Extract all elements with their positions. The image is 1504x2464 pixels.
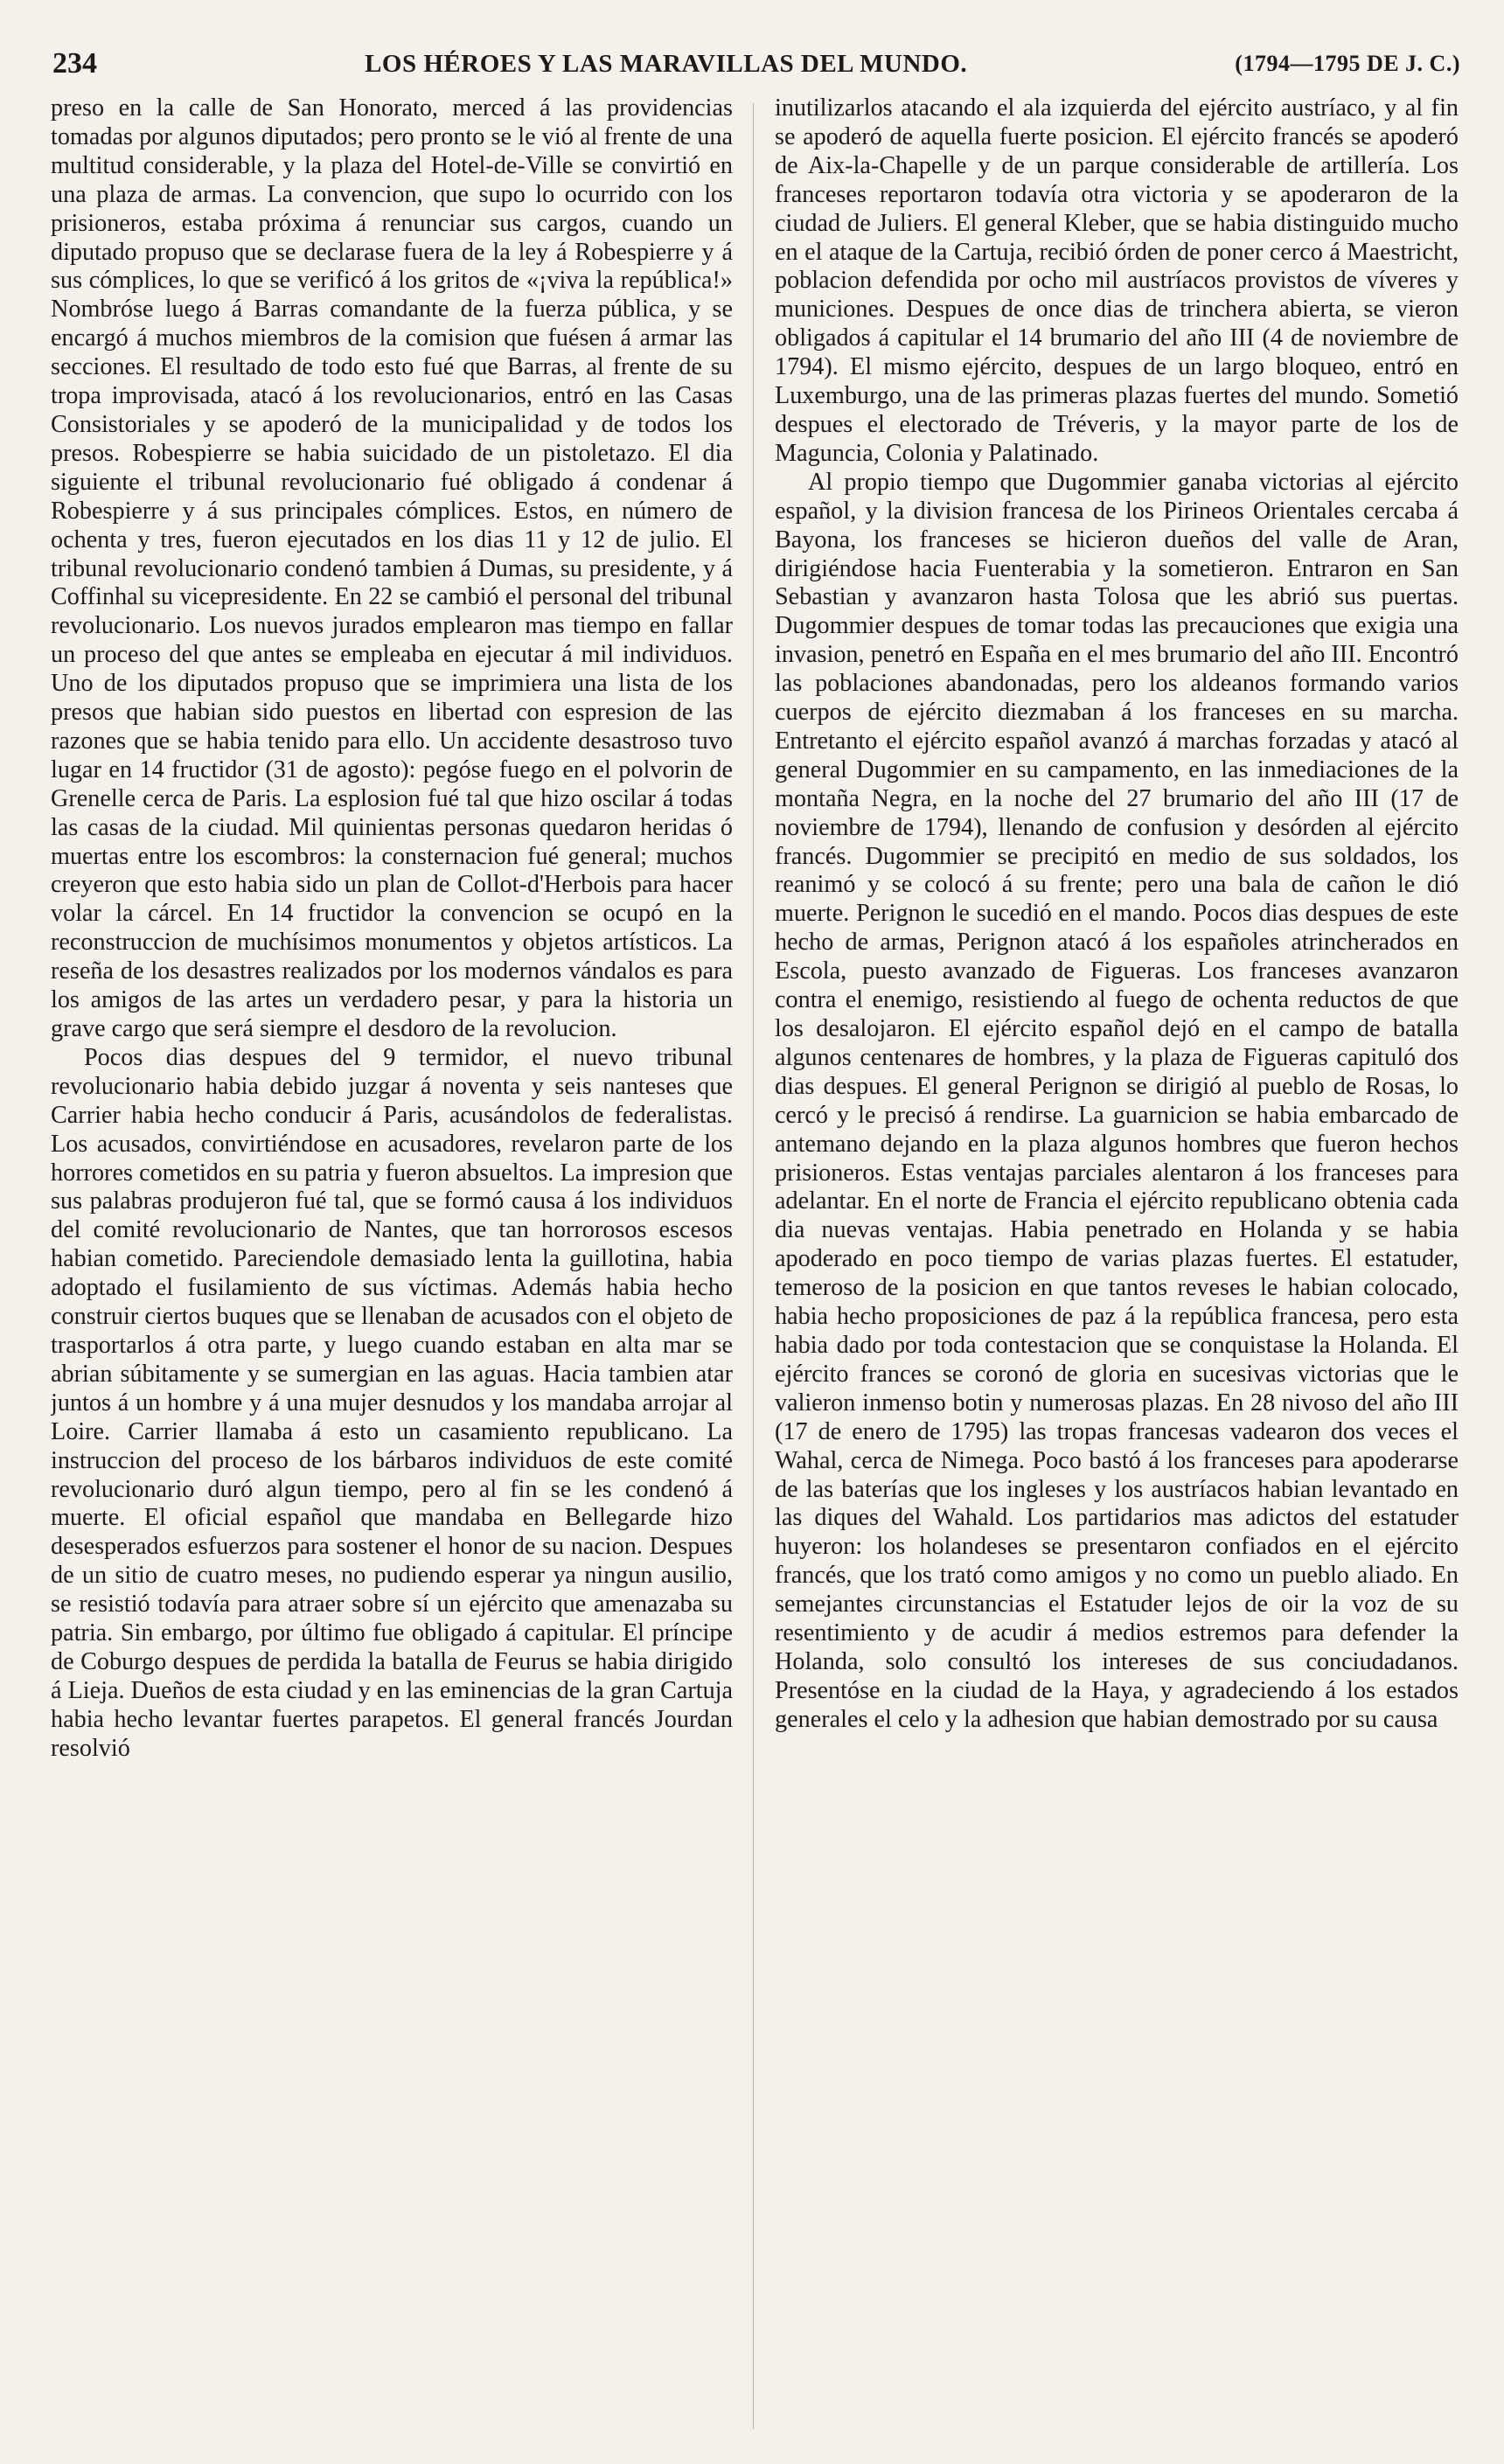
right-column <box>775 94 1459 2455</box>
column-divider <box>753 103 754 2429</box>
paragraph: inutilizarlos atacando el ala izquierda del ejército austríaco, y al fin se apoderó de aquella fuerte posicion. El ejército francés se apoderó de Aix-la-Chapelle y de un parque considerable de artillería. Los franceses reportaron todavía otra victoria y se apoderaron de la ciudad de Juliers. El general Kleber, que se habia distinguido mucho en el ataque de la Cartuja, recibió órden de poner cerco á Maestricht, poblacion defendida por ocho mil austríacos provistos de víveres y municiones. Despues de once dias de trinchera abierta, se vieron obligados á capitular el 14 brumario del año III (4 de noviembre de 1794). El mismo ejército, despues de un largo bloqueo, entró en Luxemburgo, una de las primeras plazas fuertes del mundo. Sometió despues el electorado de Tréveris, y la mayor parte de los de Maguncia, Colonia y Palatinado. <box>775 94 1459 467</box>
paragraph: Al propio tiempo que Dugommier ganaba victorias al ejército español, y la division francesa de los Pirineos Orientales cercaba á Bayona, los franceses se hicieron dueños del valle de Aran, dirigiéndose hacia Fuenterabia y la sometieron. Entraron en San Sebastian y avanzaron hasta Tolosa que les abrió sus puertas. Dugommier despues de tomar todas las precauciones que exigia una invasion, penetró en España en el mes brumario del año III. Encontró las poblaciones abandonadas, pero los aldeanos formando varios cuerpos de ejército diezmaban á los franceses en su marcha. Entretanto el ejército español avanzó á marchas forzadas y atacó al general Dugommier en su campamento, en las inmediaciones de la montaña Negra, en la noche del 27 brumario del año III (17 de noviembre de 1794), llenando de confusion y desórden al ejército francés. Dugommier se precipitó en medio de sus soldados, los reanimó y se colocó á su frente; pero una bala de cañon le dió muerte. Perignon le sucedió en el mando. Pocos dias despues de este hecho de armas, Perignon atacó á los españoles atrincherados en Escola, puesto avanzado de Figueras. Los franceses avanzaron contra el enemigo, resistiendo al fuego de ochenta reductos de que los desalojaron. El ejército español dejó en el campo de batalla algunos centenares de hombres, y la plaza de Figueras capituló dos dias despues. El general Perignon se dirigió al pueblo de Rosas, lo cercó y le precisó á rendirse. La guarnicion se habia embarcado de antemano dejando en la plaza algunos hombres que fueron hechos prisioneros. Estas ventajas parciales alentaron á los franceses para adelantar. En el norte de Francia el ejército republicano obtenia cada dia nuevas ventajas. Habia penetrado en Holanda y se habia apoderado en poco tiempo de varias plazas fuertes. El estatuder, temeroso de la posicion en que tantos reveses le habian colocado, habia hecho proposiciones de paz á la república francesa, pero esta habia dado por toda contestacion que se conquistase la Holanda. El ejército frances se coronó de gloria en sucesivas victorias que le valieron inmenso botin y numerosas plazas. En 28 nivoso del año III (17 de enero de 1795) las tropas francesas vadearon dos veces el Wahal, cerca de Nimega. Poco bastó á los franceses para apoderarse de las baterías que los ingleses y los austríacos habian levantado en las diques del Wahald. Los partidarios mas adictos del estatuder huyeron: los holandeses se presentaron confiados en el ejército francés, que los trató como amigos y no como un pueblo aliado. En semejantes circunstancias el Estatuder lejos de oir la voz de su resentimiento y de acudir á medios estremos para defender la Holanda, solo consultó los intereses de sus conciudadanos. Presentóse en la ciudad de la Haya, y agradeciendo á los estados generales el celo y la adhesion que habian demostrado por su causa <box>775 468 1459 1733</box>
page-number: 234 <box>52 47 97 80</box>
page-header <box>52 42 1460 86</box>
paragraph: Pocos dias despues del 9 termidor, el nuevo tribunal revolucionario habia debido juzgar á noventa y seis nanteses que Carrier habia hecho conducir á Paris, acusándolos de federalistas. Los acusados, convirtiéndose en acusadores, revelaron parte de los horrores cometidos en su patria y fueron absueltos. La impresion que sus palabras produjeron fué tal, que se formó causa á los individuos del comité revolucionario de Nantes, que tan horrorosos escesos habian cometido. Pareciendole demasiado lenta la guillotina, habia adoptado el fusilamiento de sus víctimas. Además habia hecho construir ciertos buques que se llenaban de acusados con el objeto de trasportarlos á otra parte, y luego cuando estaban en alta mar se abrian súbitamente y se sumergian en las aguas. Hacia tambien atar juntos á un hombre y á una mujer desnudos y los mandaba arrojar al Loire. Carrier llamaba á esto un casamiento republicano. La instruccion del proceso de los bárbaros individuos de este comité revolucionario duró algun tiempo, pero al fin se les condenó á muerte. El oficial español que mandaba en Bellegarde hizo desesperados esfuerzos para sostener el honor de su nacion. Despues de un sitio de cuatro meses, no pudiendo esperar ya ningun ausilio, se resistió todavía para atraer sobre sí un ejército que amenazaba su patria. Sin embargo, por último fue obligado á capitular. El príncipe de Coburgo despues de perdida la batalla de Feurus se habia dirigido á Lieja. Dueños de esta ciudad y en las eminencias de la gran Cartuja habia hecho levantar fuertes parapetos. El general francés Jourdan resolvió <box>51 1043 733 1762</box>
paragraph: preso en la calle de San Honorato, merced á las providencias tomadas por algunos diputados; pero pronto se le vió al frente de una multitud considerable, y la plaza del Hotel-de-Ville se convirtió en una plaza de armas. La convencion, que supo lo ocurrido con los prisioneros, estaba próxima á renunciar sus cargos, cuando un diputado propuso que se declarase fuera de la ley á Robespierre y á sus cómplices, lo que se verificó á los gritos de «¡viva la república!» Nombróse luego á Barras comandante de la fuerza pública, y se encargó á muchos miembros de la comision que fuésen á armar las secciones. El resultado de todo esto fué que Barras, al frente de su tropa improvisada, atacó á los revolucionarios, entró en las Casas Consistoriales y se apoderó de la municipalidad y de todos los presos. Robespierre se habia suicidado de un pistoletazo. El dia siguiente el tribunal revolucionario fué obligado á condenar á Robespierre y á sus principales cómplices. Estos, en número de ochenta y tres, fueron ejecutados en los dias 11 y 12 de julio. El tribunal revolucionario condenó tambien á Dumas, su presidente, y á Coffinhal su vicepresidente. En 22 se cambió el personal del tribunal revolucionario. Los nuevos jurados emplearon mas tiempo en fallar un proceso del que antes se empleaba en ejecutar á mil individuos. Uno de los diputados propuso que se imprimiera una lista de los presos que habian sido puestos en libertad con espresion de las razones que se habia tenido para ello. Un accidente desastroso tuvo lugar en 14 fructidor (31 de agosto): pegóse fuego en el polvorin de Grenelle cerca de Paris. La esplosion fué tal que hizo oscilar á todas las casas de la ciudad. Mil quinientas personas quedaron heridas ó muertas entre los escombros: la consternacion fué general; muchos creyeron que esto habia sido un plan de Collot-d'Herbois para hacer volar la cárcel. En 14 fructidor la convencion se ocupó en la reconstruccion de muchísimos monumentos y objetos artísticos. La reseña de los desastres realizados por los modernos vándalos es para los amigos de las artes un verdadero pesar, y para la historia un grave cargo que será siempre el desdoro de la revolucion. <box>51 94 733 1042</box>
left-column <box>51 94 733 2455</box>
running-title: LOS HÉROES Y LAS MARAVILLAS DEL MUNDO. <box>365 49 968 78</box>
date-range: (1794—1795 DE J. C.) <box>1235 51 1460 76</box>
